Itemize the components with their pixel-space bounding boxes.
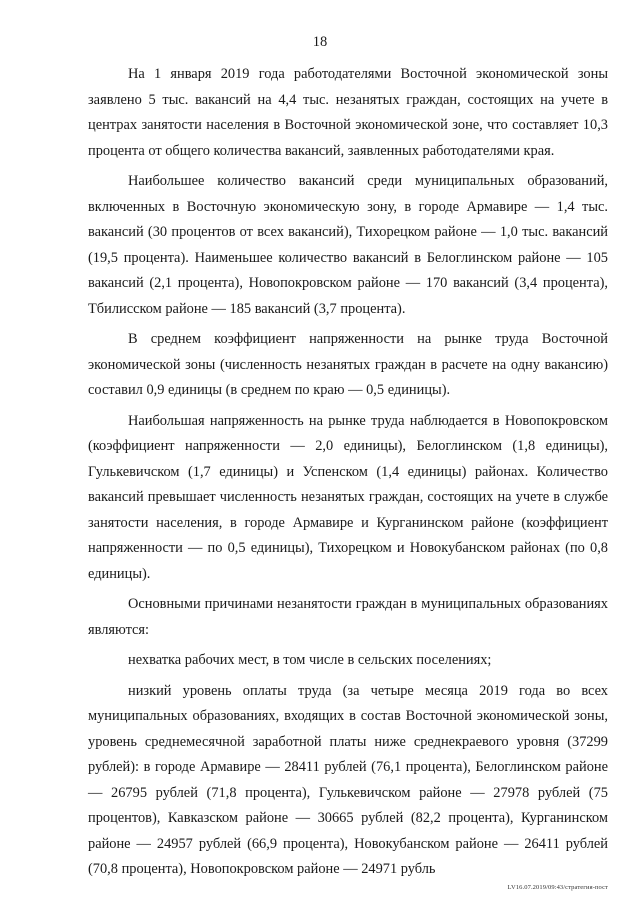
paragraph-low-wages: низкий уровень оплаты труда (за четыре месяца 2019 года во всех муниципальных образованиях, входящих в состав Восточной экономической зоны, уровень среднемесячной заработной платы ниже среднекраевого уровня (37299 рублей): в городе Армавире — 28411 рублей (76,1 процента), Белоглинском районе — 26795 рублей (71,8 процента), Гулькевичском районе — 27978 рублей (75 процентов), Кавказском районе — 30665 рублей (82,2 процента), Курганинском районе — 24957 рублей (66,9 процента), Новокубанском районе — 26411 рублей (70,8 процента), Новопокровском районе — 24971 рубль <box>88 682 608 877</box>
page-number: 18 <box>312 34 328 50</box>
document-footer-mark: LV16.07.2019/09:43/стратегия-пост <box>507 884 608 891</box>
paragraph-unemployment-causes: Основными причинами незанятости граждан в муниципальных образованиях являются: <box>88 596 608 638</box>
document-body <box>88 62 608 883</box>
paragraph-vacancies-overview: На 1 января 2019 года работодателями Восточной экономической зоны заявлено 5 тыс. вакансий на 4,4 тыс. незанятых граждан, состоящих на учете в центрах занятости населения в Восточной экономической зоне, что составляет 10,3 процента от общего количества вакансий, заявленных работодателями края. <box>88 66 608 159</box>
paragraph-tension-coefficient: В среднем коэффициент напряженности на рынке труда Восточной экономической зоны (численность незанятых граждан в расчете на одну вакансию) составил 0,9 единицы (в среднем по краю — 0,5 единицы). <box>88 331 608 398</box>
paragraph-vacancies-distribution: Наибольшее количество вакансий среди муниципальных образований, включенных в Восточную экономическую зону, в городе Армавире — 1,4 тыс. вакансий (30 процентов от всех вакансий), Тихорецком районе — 1,0 тыс. вакансий (19,5 процента). Наименьшее количество вакансий в Белоглинском районе — 105 вакансий (2,1 процента), Новопокровском районе — 170 вакансий (3,4 процента), Тбилисском районе — 185 вакансий (3,7 процента). <box>88 173 608 317</box>
paragraph-lack-of-jobs: нехватка рабочих мест, в том числе в сельских поселениях; <box>128 652 492 668</box>
paragraph-highest-tension: Наибольшая напряженность на рынке труда наблюдается в Новопокровском (коэффициент напряженности — 2,0 единицы), Белоглинском (1,8 единицы), Гулькевичском (1,7 единицы) и Успенском (1,4 единицы) районах. Количество вакансий превышает численность незанятых граждан, состоящих на учете в службе занятости населения, в городе Армавире и Курганинском районе (коэффициент напряженности — по 0,5 единицы), Тихорецком и Новокубанском районах (по 0,8 единицы). <box>88 412 608 582</box>
